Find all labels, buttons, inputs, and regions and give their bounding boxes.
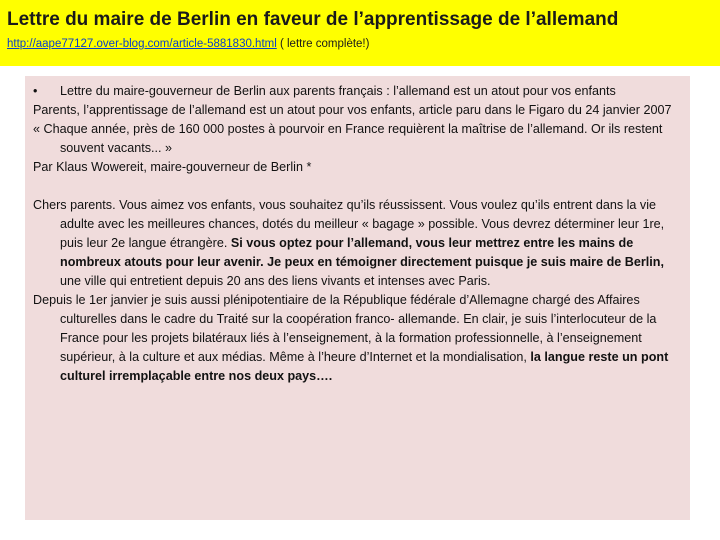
source-link[interactable]: http://aape77127.over-blog.com/article-5881830.html [7, 38, 277, 50]
spacer [33, 177, 684, 196]
emphasis-text: la langue reste un pont culturel irremplaçable entre nos deux pays…. [60, 350, 669, 383]
author-line: Par Klaus Wowereit, maire-gouverneur de Berlin * [33, 160, 312, 174]
bullet-icon: • [33, 84, 38, 98]
paragraph-text: Depuis le 1er janvier je suis aussi plénipotentiaire de la République fédérale d’Allemagne chargé des Affaires culturelles dans le cadre du Traité sur la coopération franco- allemande. En clair, je suis l’interlocuteur de la France pour les projets bilatéraux liés à l’enseignement, à la formation professionnelle, à l’enseignement supérieur, à la culture et aux médias. Même à l’heure d’Internet et la mondialisation, [33, 293, 657, 364]
paragraph-text: une ville qui entretient depuis 20 ans des liens vivants et intenses avec Paris. [60, 274, 491, 288]
bullet-text: Lettre du maire-gouverneur de Berlin aux parents français : l’allemand est un atout pour vos enfants [60, 84, 616, 98]
quote-paragraph: « Chaque année, près de 160 000 postes à pourvoir en France requièrent la maîtrise de l’allemand. Or ils restent souvent vacants... » [33, 122, 663, 155]
emphasis-text: Si vous optez pour l’allemand, vous leur mettrez entre les mains de nombreux atouts pour leur avenir. Je peux en témoigner directement puisque je suis maire de Berlin, [60, 236, 664, 269]
article-paragraph: Parents, l’apprentissage de l’allemand est un atout pour vos enfants, article paru dans le Figaro du 24 janvier 2007 [33, 103, 672, 117]
intro-bullet [33, 82, 684, 101]
source-line [7, 38, 369, 50]
letter-paragraph-1 [33, 196, 684, 291]
title-banner [0, 0, 720, 66]
letter-paragraph-2 [33, 291, 684, 386]
source-link-note: ( lettre complète!) [276, 38, 370, 50]
letter-body [25, 76, 690, 520]
paragraph-text: Chers parents. Vous aimez vos enfants, vous souhaitez qu’ils réussissent. Vous voulez qu’ils entrent dans la vie adulte avec les meilleures chances, dotés du meilleur « bagage » possible. Vous devrez déterminer leur 1re, puis leur 2e langue étrangère. [33, 198, 665, 250]
page-title: Lettre du maire de Berlin en faveur de l’apprentissage de l’allemand [7, 9, 619, 30]
